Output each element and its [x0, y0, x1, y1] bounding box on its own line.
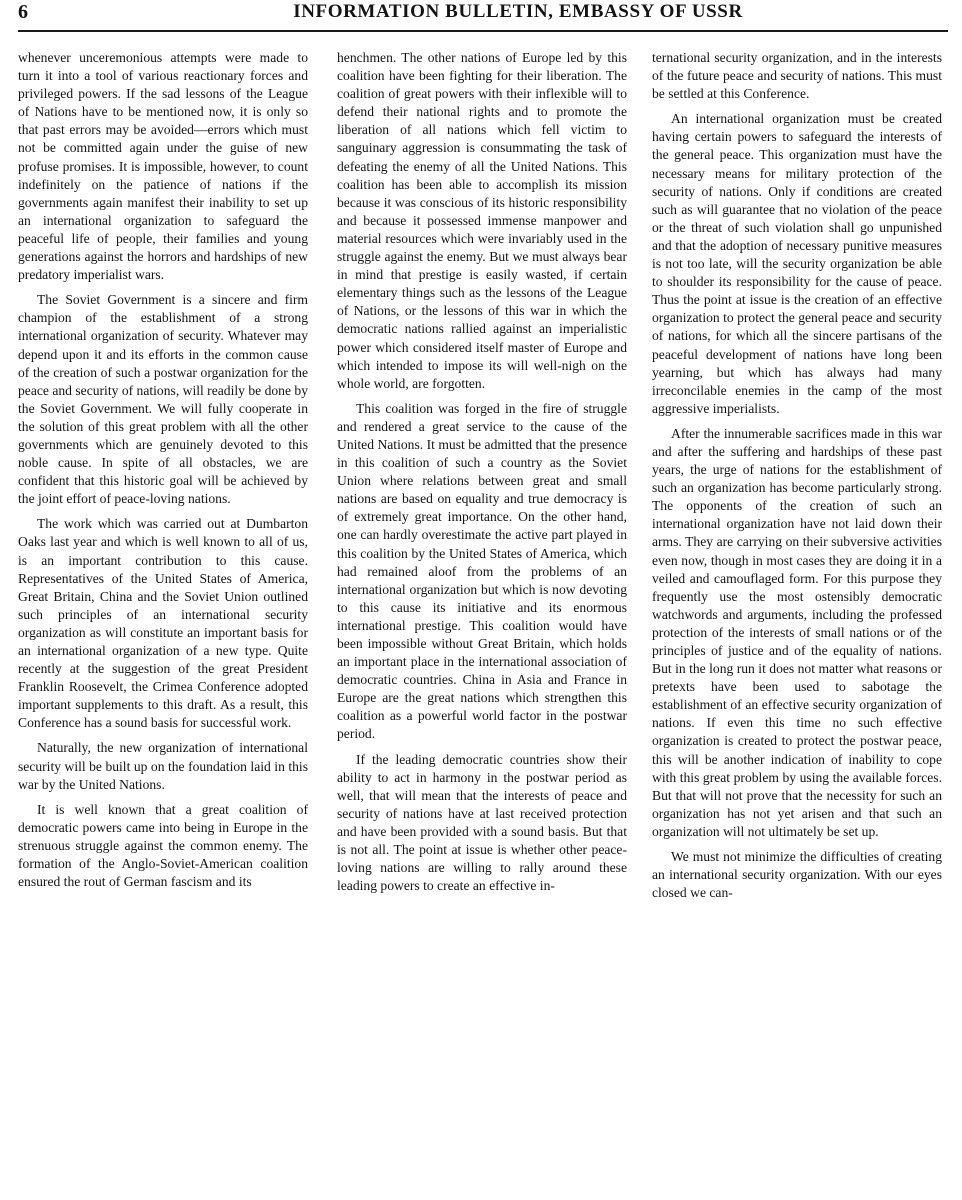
- text-column-2: [337, 49, 627, 1189]
- paragraph: Naturally, the new organization of international security will be built up on the foundation laid in this war by the United Nations.: [18, 740, 308, 792]
- paragraph: If the leading democratic countries show their ability to act in harmony in the postwar period as well, that will mean that the interests of peace and security of nations have at last received protection and have been provided with a sound basis. But that is not all. The point at issue is whether other peace-loving nations are willing to rally around these leading powers to create an effective in-: [337, 751, 627, 894]
- paragraph: The work which was carried out at Dumbarton Oaks last year and which is well known to all of us, is an important contribution to this cause. Representatives of the United States of America, Great Britain, China and the Soviet Union outlined such principles of an international security organization as will constitute an important basis for an international organization of a new type. Quite recently at the suggestion of the great President Franklin Roosevelt, the Crimea Conference adopted important supplements to this draft. As a result, this Conference has a sound basis for successful work.: [18, 516, 308, 731]
- text-column-3: [652, 49, 942, 1189]
- paragraph: whenever unceremonious attempts were made to turn it into a tool of various reactionary forces and privileged powers. If the sad lessons of the League of Nations have to be mentioned now, it is only so that past errors may be avoided—errors which must not be committed again under the guise of new profuse promises. It is impossible, however, to count indefinitely on the patience of nations if the governments again manifest their inability to set up an international organization to safeguard the peaceful life of people, their families and young generations against the horrors and hardships of new predatory imperialist wars.: [18, 50, 308, 283]
- paragraph: ternational security organization, and in the interests of the future peace and security of nations. This must be settled at this Conference.: [652, 50, 942, 102]
- paragraph: The Soviet Government is a sincere and firm champion of the establishment of a strong international organization of security. Whatever may depend upon it and its efforts in the common cause of the creation of such a postwar organization for the peace and security of nations, will readily be done by the Soviet Government. We will fully cooperate in the solution of this great problem with all the other governments which are genuinely devoted to this noble cause. In spite of all obstacles, we are confident that this historic goal will be achieved by the joint effort of peace-loving nations.: [18, 292, 308, 507]
- paragraph: This coalition was forged in the fire of struggle and rendered a great service to the cause of the United Nations. It must be admitted that the presence in this coalition of such a country as the Soviet Union where relations between great and small nations are based on equality and true democracy is of extremely great importance. On the other hand, one can hardly overestimate the active part played in this coalition by the United States of America, which had remained aloof from the problems of an international organization but which is now devoting to this cause its initiative and its enormous international prestige. This coalition would have been impossible without Great Britain, which holds an important place in the international association of democratic countries. China in Asia and France in Europe are the great nations which strengthen this coalition as a powerful world factor in the postwar period.: [337, 400, 627, 742]
- paragraph: After the innumerable sacrifices made in this war and after the suffering and hardships of these past years, the urge of nations for the establishment of such an organization has become particularly strong. The opponents of the creation of such an international organization have not laid down their arms. They are carrying on their subversive activities even now, though in most cases they are doing it in a veiled and camouflaged form. For this purpose they frequently use the most ostensibly democratic watchwords and arguments, including the professed protection of the interests of small nations or of the principles of justice and of the equality of nations. But in the long run it does not matter what reasons or pretexts have been used to sabotage the establishment of an effective security organization of nations. If even this time no such effective organization is created to protect the postwar peace, this will be another indication of inability to cope with this great problem by using the available forces. But that will not prove that the necessity for such an organization has not yet arisen and that such an organization will not ultimately be set up.: [652, 425, 942, 839]
- paragraph: henchmen. The other nations of Europe led by this coalition have been fighting for their liberation. The coalition of great powers with their inflexible will to defend their national rights and to promote the liberation of all nations which fell victim to sanguinary aggression is consummating the task of defeating the enemy of all the United Nations. This coalition has been able to accomplish its mission because it was conscious of its historic responsibility and because it possessed immense manpower and material resources which were invariably used in the struggle against the enemy. But we must always bear in mind that prestige is easily wasted, if certain elementary things such as the lessons of the League of Nations, or the lessons of this war in which the democratic nations rallied against an imperialistic power which considered itself master of Europe and which intended to impose its will well-nigh on the whole world, are forgotten.: [337, 50, 627, 391]
- page-header: [18, 0, 948, 32]
- paragraph: It is well known that a great coalition of democratic powers came into being in Europe in the strenuous struggle against the common enemy. The formation of the Anglo-Soviet-American coalition ensured the rout of German fascism and its: [18, 801, 308, 890]
- text-column-1: [18, 49, 308, 1189]
- running-title: INFORMATION BULLETIN, EMBASSY OF USSR: [293, 1, 743, 22]
- paragraph: An international organization must be created having certain powers to safeguard the interests of the general peace. This organization must have the necessary means for military protection of the security of nations. Only if conditions are created such as will guarantee that no violation of the peace or the threat of such violation shall go unpunished and that the adoption of necessary punitive measures is not too late, will the security organization be able to shoulder its responsibility for the cause of peace. Thus the point at issue is the creation of an effective organization to protect the general peace and security of nations, for which all the sincere partisans of the peaceful development of nations have long been yearning, but which has always had many irreconcilable enemies in the camp of the most aggressive imperialists.: [652, 111, 942, 416]
- page-number: 6: [18, 1, 28, 23]
- paragraph: We must not minimize the difficulties of creating an international security organization. With our eyes closed we can-: [652, 849, 942, 901]
